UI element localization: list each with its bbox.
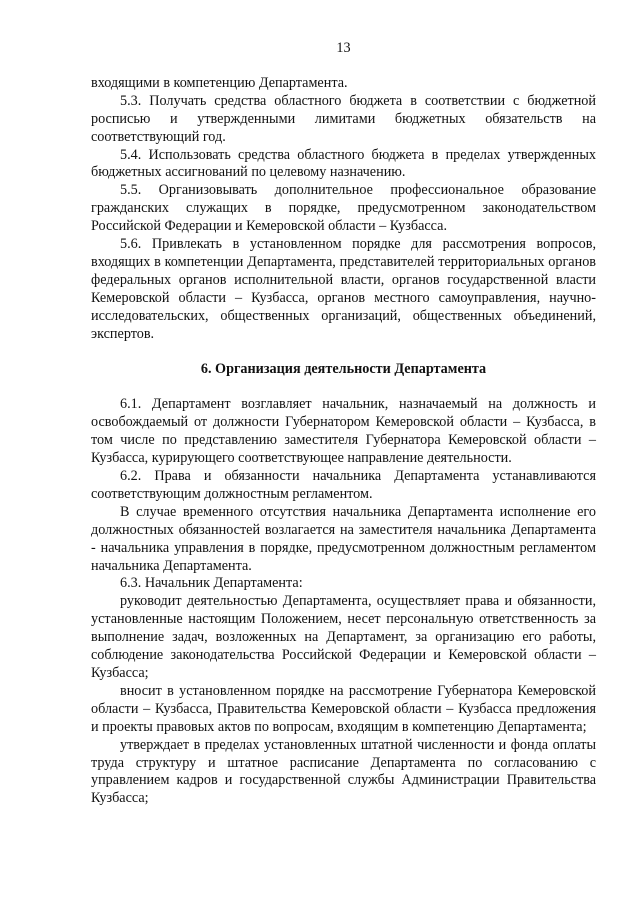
- section-6-body: [91, 396, 596, 808]
- paragraph: В случае временного отсутствия начальника Департамента исполнение его должностных обязанностей возлагается на заместителя начальника Департамента - начальника управления в порядке, предусмотренном должностным регламентом начальника Департамента.: [91, 503, 596, 574]
- paragraph: 6.2. Права и обязанности начальника Департамента устанавливаются соответствующим должностным регламентом.: [91, 468, 596, 502]
- paragraph: 6.3. Начальник Департамента:: [120, 575, 303, 592]
- paragraph: 5.5. Организовывать дополнительное профессиональное образование гражданских служащих в порядке, предусмотренном законодательством Российской Федерации и Кемеровской области – Кузбасса.: [91, 182, 596, 235]
- paragraph: входящими в компетенцию Департамента.: [91, 74, 348, 91]
- section-5-body: [91, 75, 596, 344]
- paragraph: руководит деятельностью Департамента, осуществляет права и обязанности, установленные настоящим Положением, несет персональную ответственность за выполнение задач, возложенных на Департамент, за организацию его работы, соблюдение законодательства Российской Федерации и Кемеровской области – Кузбасса;: [91, 593, 596, 681]
- paragraph: вносит в установленном порядке на рассмотрение Губернатора Кемеровской области – Кузбасса, Правительства Кемеровской области – Кузбасса предложения и проекты правовых актов по вопросам, входящим в компетенцию Департамента;: [91, 682, 596, 735]
- paragraph: 6.1. Департамент возглавляет начальник, назначаемый на должность и освобождаемый от должности Губернатором Кемеровской области – Кузбасса, в том числе по представлению заместителя Губернатора Кемеровской области – Кузбасса, курирующего соответствующее направление деятельности.: [91, 396, 596, 467]
- page-number: 13: [336, 40, 351, 56]
- section-heading: 6. Организация деятельности Департамента: [200, 360, 487, 377]
- paragraph: 5.6. Привлекать в установленном порядке для рассмотрения вопросов, входящих в компетенции Департамента, представителей территориальных органов федеральных органов исполнительной власти, органов государственной власти Кемеровской области – Кузбасса, органов местного самоуправления, научно-исследовательских, общественных организаций, общественных объединений, экспертов.: [91, 236, 596, 342]
- paragraph: 5.4. Использовать средства областного бюджета в пределах утвержденных бюджетных ассигнований по целевому назначению.: [91, 146, 596, 181]
- document-page: [91, 40, 596, 808]
- paragraph: 5.3. Получать средства областного бюджета в соответствии с бюджетной росписью и утвержденными лимитами бюджетных обязательств на соответствующий год.: [91, 92, 596, 145]
- paragraph: утверждает в пределах установленных штатной численности и фонда оплаты труда структуру и штатное расписание Департамента по согласованию с управлением кадров и государственной службы Администрации Правительства Кузбасса;: [91, 736, 596, 807]
